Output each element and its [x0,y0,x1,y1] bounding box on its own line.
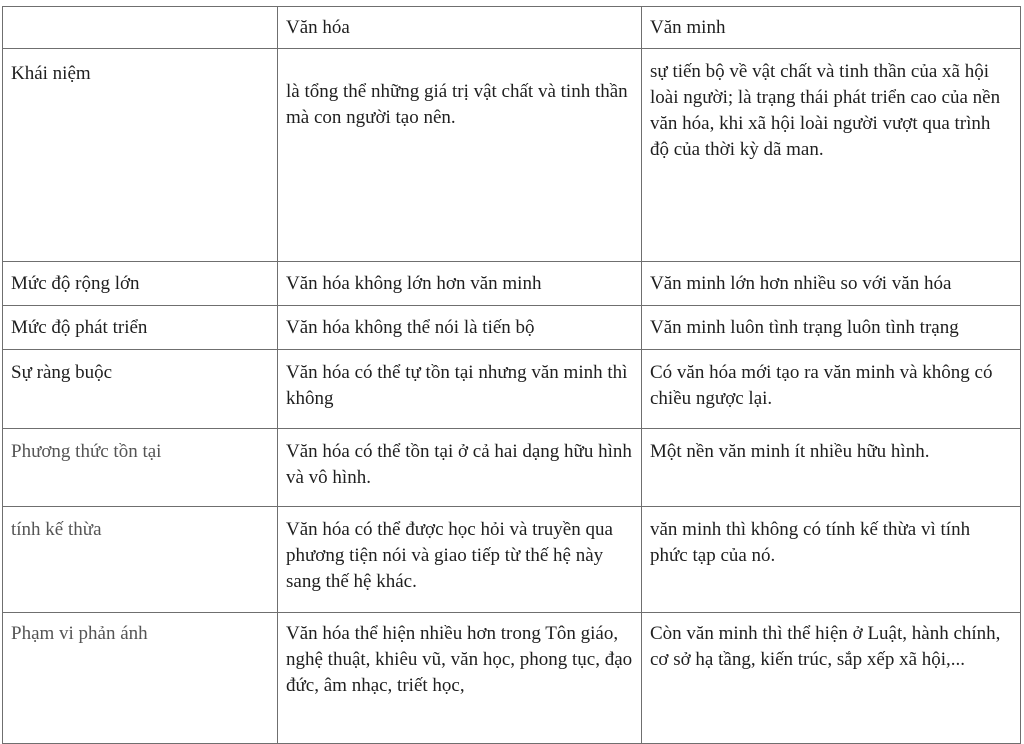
table-row [3,306,1021,350]
civilization-cell: văn minh thì không có tính kế thừa vì tính phức tạp của nó. [642,507,1021,613]
civilization-cell: Còn văn minh thì thể hiện ở Luật, hành chính, cơ sở hạ tầng, kiến trúc, sắp xếp xã hội,... [642,613,1021,744]
culture-cell: Văn hóa có thể được học hỏi và truyền qua phương tiện nói và giao tiếp từ thế hệ này sang thế hệ khác. [278,507,642,613]
table-row [3,49,1021,262]
criterion-cell: Khái niệm [3,49,278,262]
header-cell-empty [3,7,278,49]
criterion-cell: Sự ràng buộc [3,350,278,429]
civilization-cell: Một nền văn minh ít nhiều hữu hình. [642,429,1021,507]
table-row [3,613,1021,744]
civilization-cell: Văn minh luôn tình trạng luôn tình trạng [642,306,1021,350]
header-cell-civilization: Văn minh [642,7,1021,49]
criterion-cell: Phạm vi phản ánh [3,613,278,744]
table-row [3,429,1021,507]
criterion-cell: Mức độ rộng lớn [3,262,278,306]
culture-cell: là tổng thể những giá trị vật chất và tinh thần mà con người tạo nên. [278,49,642,262]
table-header-row [3,7,1021,49]
culture-cell: Văn hóa không lớn hơn văn minh [278,262,642,306]
culture-cell: Văn hóa có thể tự tồn tại nhưng văn minh thì không [278,350,642,429]
culture-cell: Văn hóa không thể nói là tiến bộ [278,306,642,350]
table-row [3,507,1021,613]
civilization-cell: Văn minh lớn hơn nhiều so với văn hóa [642,262,1021,306]
civilization-cell: Có văn hóa mới tạo ra văn minh và không có chiều ngược lại. [642,350,1021,429]
culture-cell: Văn hóa thể hiện nhiều hơn trong Tôn giáo, nghệ thuật, khiêu vũ, văn học, phong tục, đạo đức, âm nhạc, triết học, [278,613,642,744]
civilization-cell: sự tiến bộ về vật chất và tinh thần của xã hội loài người; là trạng thái phát triển cao của nền văn hóa, khi xã hội loài người vượt qua trình độ của thời kỳ dã man. [642,49,1021,262]
table-row [3,350,1021,429]
criterion-cell: tính kế thừa [3,507,278,613]
criterion-cell: Phương thức tồn tại [3,429,278,507]
table-row [3,262,1021,306]
criterion-cell: Mức độ phát triển [3,306,278,350]
comparison-table [2,6,1021,744]
header-cell-culture: Văn hóa [278,7,642,49]
cropped-text-fragment [90,0,140,2]
culture-cell: Văn hóa có thể tồn tại ở cả hai dạng hữu hình và vô hình. [278,429,642,507]
